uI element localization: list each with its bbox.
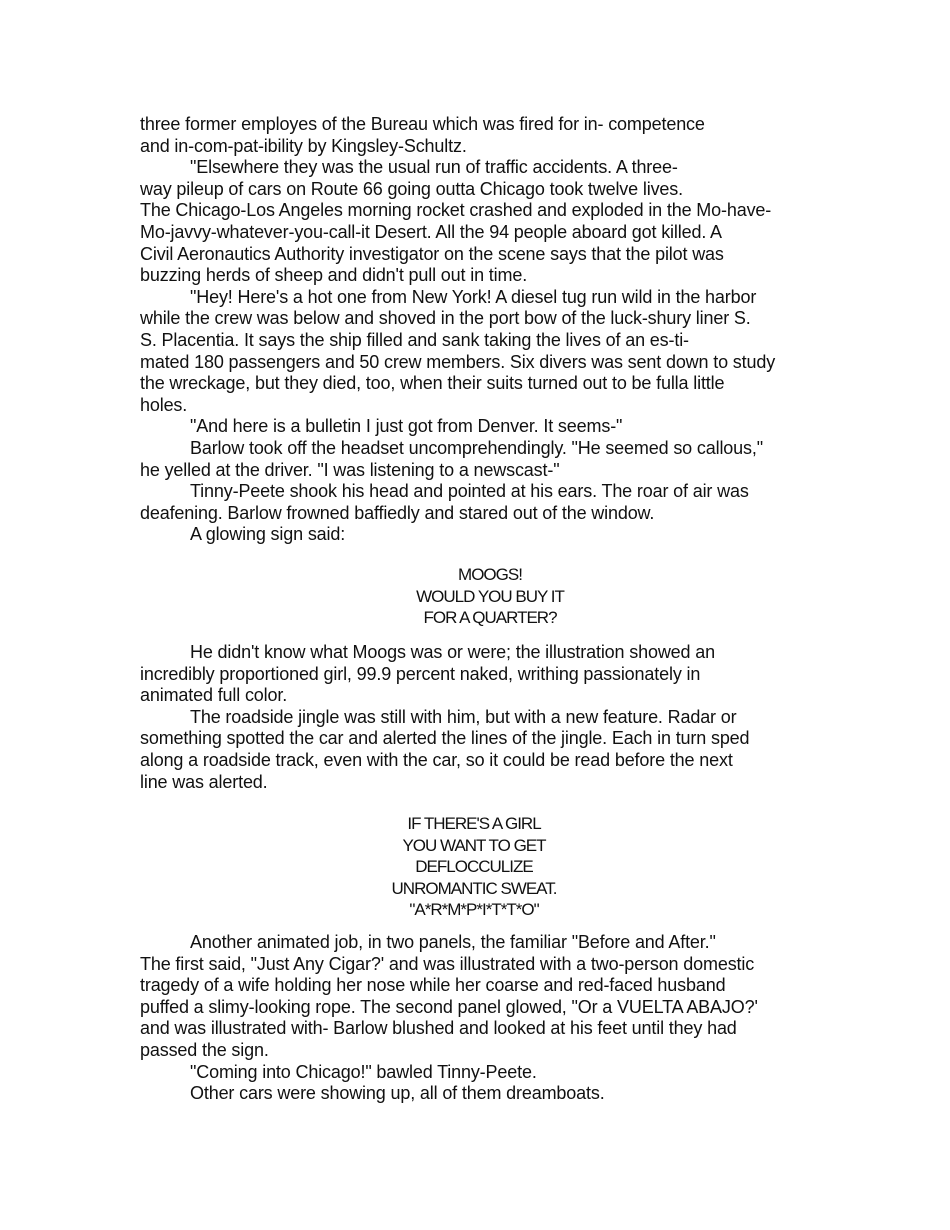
text-line: "Coming into Chicago!" bawled Tinny-Peete.	[190, 1061, 537, 1082]
text-line: The roadside jingle was still with him, but with a new feature. Radar or	[190, 706, 737, 727]
text-line: holes.	[140, 394, 188, 415]
text-line: "Hey! Here's a hot one from New York! A diesel tug run wild in the harbor	[190, 286, 757, 307]
text-line: passed the sign.	[140, 1039, 269, 1060]
text-line: tragedy of a wife holding her nose while her coarse and red-faced husband	[140, 975, 726, 996]
text-line: animated full color.	[140, 685, 288, 706]
text-line: deafening. Barlow frowned baffiedly and stared out of the window.	[140, 502, 655, 523]
sign-line: YOU WANT TO GET	[402, 835, 546, 855]
sign-line: WOULD YOU BUY IT	[416, 586, 564, 606]
text-line: Civil Aeronautics Authority investigator on the scene says that the pilot was	[140, 243, 724, 264]
text-line: he yelled at the driver. "I was listening to a newscast-"	[140, 459, 560, 480]
text-line: the wreckage, but they died, too, when their suits turned out to be fulla little	[140, 373, 725, 394]
text-line: and in-com-pat-ibility by Kingsley-Schultz.	[140, 135, 467, 156]
sign-line: FOR A QUARTER?	[423, 608, 557, 628]
text-line: buzzing herds of sheep and didn't pull out in time.	[140, 265, 528, 286]
text-line: while the crew was below and shoved in the port bow of the luck-shury liner S.	[140, 308, 751, 329]
text-line: Mo-javvy-whatever-you-call-it Desert. All the 94 people aboard got killed. A	[140, 221, 722, 242]
text-line: incredibly proportioned girl, 99.9 percent naked, writhing passionately in	[140, 663, 701, 684]
text-line: something spotted the car and alerted the lines of the jingle. Each in turn sped	[140, 728, 750, 749]
text-line: "Elsewhere they was the usual run of traffic accidents. A three-	[190, 157, 678, 178]
text-line: way pileup of cars on Route 66 going outta Chicago took twelve lives.	[140, 178, 683, 199]
text-line: along a roadside track, even with the car, so it could be read before the next	[140, 749, 733, 770]
sign-armpitto-jingle	[324, 813, 624, 921]
sign-line: DEFLOCCULIZE	[415, 857, 533, 877]
sign-line: UNROMANTIC SWEAT.	[391, 878, 557, 898]
sign-line: IF THERE'S A GIRL	[407, 814, 541, 833]
text-line: Barlow took off the headset uncomprehendingly. "He seemed so callous,"	[190, 437, 763, 458]
text-line: Other cars were showing up, all of them dreamboats.	[190, 1083, 605, 1104]
sign-line: "A*R*M*P*I*T*T*O"	[409, 900, 539, 920]
text-line: A glowing sign said:	[190, 524, 346, 545]
text-line: mated 180 passengers and 50 crew members. Six divers was sent down to study	[140, 351, 776, 372]
sign-moogs	[340, 564, 640, 629]
text-line: three former employes of the Bureau which was fired for in- competence	[140, 114, 705, 134]
text-line: and was illustrated with- Barlow blushed and looked at his feet until they had	[140, 1018, 737, 1039]
text-line: Another animated job, in two panels, the familiar "Before and After."	[190, 932, 716, 952]
text-line: He didn't know what Moogs was or were; the illustration showed an	[190, 642, 715, 662]
text-line: line was alerted.	[140, 771, 268, 792]
text-line: Tinny-Peete shook his head and pointed at his ears. The roar of air was	[190, 481, 749, 502]
sign-line: MOOGS!	[458, 565, 522, 584]
text-line: "And here is a bulletin I just got from Denver. It seems-"	[190, 416, 623, 437]
paragraphs-block-a	[140, 114, 840, 546]
text-line: S. Placentia. It says the ship filled and sank taking the lives of an es-ti-	[140, 329, 689, 350]
text-line: puffed a slimy-looking rope. The second panel glowed, "Or a VUELTA ABAJO?'	[140, 996, 758, 1017]
paragraphs-block-c	[140, 932, 840, 1105]
paragraphs-block-b	[140, 642, 840, 793]
text-line: The Chicago-Los Angeles morning rocket crashed and exploded in the Mo-have-	[140, 200, 772, 221]
text-line: The first said, "Just Any Cigar?' and was illustrated with a two-person domestic	[140, 953, 755, 974]
